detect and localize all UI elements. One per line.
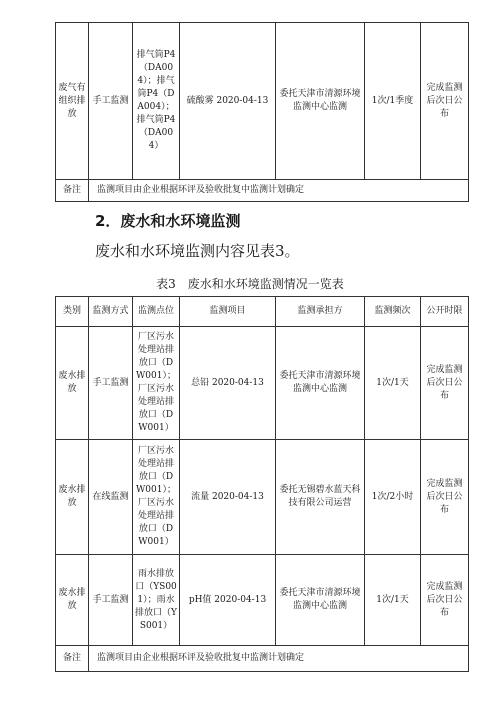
cell-item: 总铅 2020-04-13: [180, 327, 276, 440]
section-paragraph: 废水和水环境监测内容见表3。: [95, 242, 300, 260]
header-publish: 公开时限: [421, 297, 469, 327]
note-label: 备注: [56, 646, 89, 672]
cell-point: 厂区污水处理站排放口（DW001）；厂区污水处理站排放口（DW001）: [133, 327, 180, 440]
header-category: 类别: [56, 297, 89, 327]
cell-frequency: 1次/1天: [365, 555, 421, 646]
table-row: [56, 555, 469, 646]
header-item: 监测项目: [180, 297, 276, 327]
cell-frequency: 1次/2小时: [365, 440, 421, 555]
cell-category: 废水排放: [56, 327, 89, 440]
cell-point: 厂区污水处理站排放口（DW001）；厂区污水处理站排放口（DW001）: [133, 440, 180, 555]
note-text: 监测项目由企业根据环评及验收批复中监测计划确定: [89, 180, 469, 202]
cell-method: 手工监测: [89, 555, 133, 646]
cell-category: 废水排放: [56, 555, 89, 646]
table-row: [56, 23, 469, 180]
cell-party: 委托天津市清源环境监测中心监测: [276, 555, 365, 646]
header-frequency: 监测频次: [365, 297, 421, 327]
cell-party: 委托无锡碧水蓝天科技有限公司运营: [276, 440, 365, 555]
section-heading: 2．废水和水环境监测: [95, 212, 241, 230]
cell-item: 硫酸雾 2020-04-13: [180, 23, 276, 180]
cell-method: 手工监测: [89, 23, 133, 180]
cell-publish: 完成监测后次日公布: [421, 327, 469, 440]
cell-publish: 完成监测后次日公布: [421, 440, 469, 555]
cell-item: pH值 2020-04-13: [180, 555, 276, 646]
cell-party: 委托天津市清源环境监测中心监测: [276, 23, 365, 180]
cell-item: 流量 2020-04-13: [180, 440, 276, 555]
cell-frequency: 1次/1天: [365, 327, 421, 440]
cell-frequency: 1次/1季度: [365, 23, 421, 180]
note-label: 备注: [56, 180, 89, 202]
header-method: 监测方式: [89, 297, 133, 327]
note-text: 监测项目由企业根据环评及验收批复中监测计划确定: [89, 646, 469, 672]
cell-category: 废气有组织排放: [56, 23, 89, 180]
table-row: [56, 440, 469, 555]
cell-point: 雨水排放口（YS001）；雨水排放口（YS001）: [133, 555, 180, 646]
note-row: [56, 180, 469, 202]
monitoring-table-continued: [55, 22, 469, 202]
header-point: 监测点位: [133, 297, 180, 327]
cell-party: 委托天津市清源环境监测中心监测: [276, 327, 365, 440]
header-row: [56, 297, 469, 327]
table-row: [56, 327, 469, 440]
note-row: [56, 646, 469, 672]
wastewater-monitoring-table: [55, 296, 469, 672]
header-party: 监测承担方: [276, 297, 365, 327]
cell-category: 废水排放: [56, 440, 89, 555]
cell-publish: 完成监测后次日公布: [421, 23, 469, 180]
cell-publish: 完成监测后次日公布: [421, 555, 469, 646]
cell-method: 手工监测: [89, 327, 133, 440]
cell-method: 在线监测: [89, 440, 133, 555]
table-caption: 表3 废水和水环境监测情况一览表: [156, 277, 344, 291]
cell-point: 排气筒P4（DA004）；排气筒P4（DA004）；排气筒P4（DA004）: [133, 23, 180, 180]
